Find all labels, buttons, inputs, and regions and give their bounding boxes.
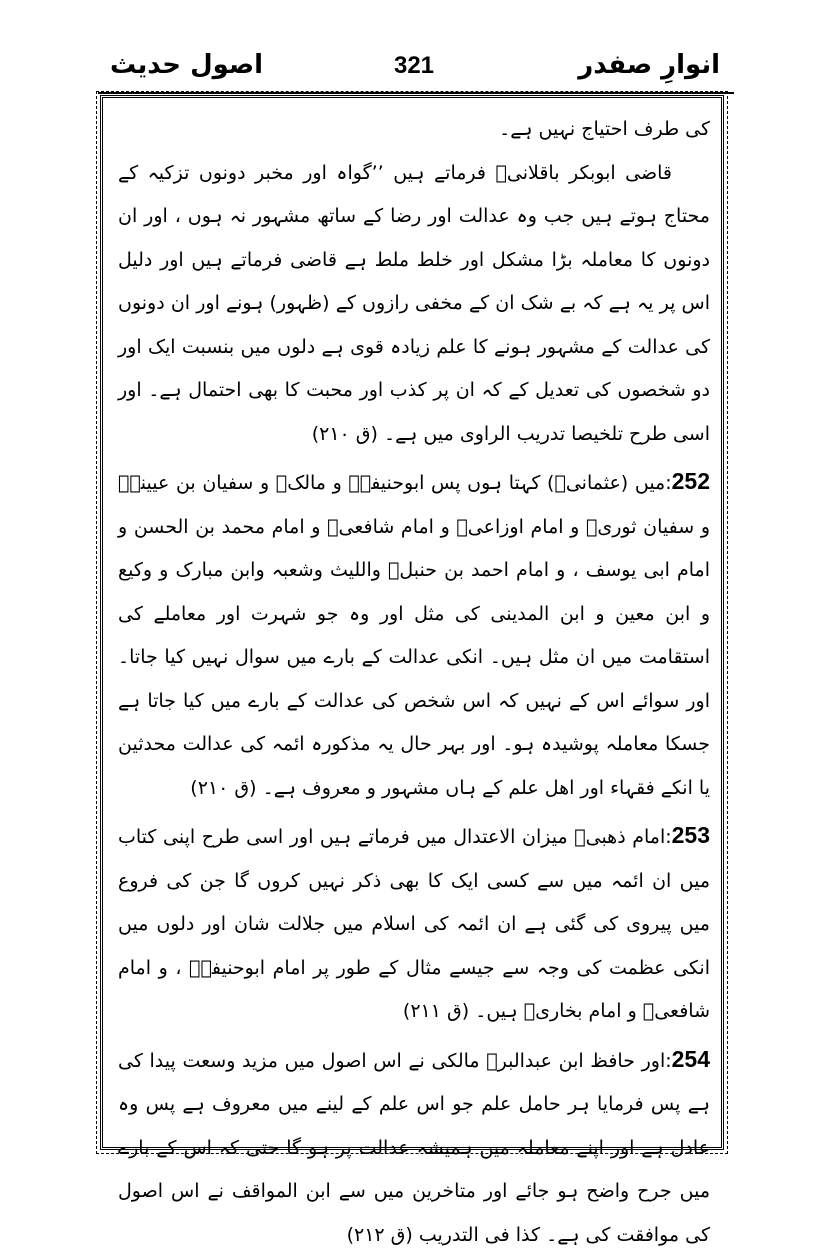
paragraph-0: [118, 108, 710, 152]
page-content: [118, 108, 710, 1138]
paragraph-text: :میں (عثمانیؒ) کہتا ہوں پس ابوحنیفہؒ و مالکؒ و سفیان بن عیینہؒ و سفیان ثوریؒ و امام اوزاعیؒ و امام شافعیؒ و امام محمد بن الحسن و امام ابی یوسف ، و امام احمد بن حنبلؒ واللیث وشعبہ وابن مبارک و وکیع و ابن معین و ابن المدینی کی مثل اور وہ جو شہرت اور معاملے کی استقامت میں ان مثل ہیں۔ انکی عدالت کے بارے میں سوال نہیں کیا جاتا۔ اور سوائے اس کے نہیں کہ اس شخص کی عدالت کے بارے میں کیا جاتا ہے جسکا معاملہ پوشیدہ ہو۔ اور بہر حال یہ مذکورہ ائمہ کی عدالت محدثین یا انکے فقہاء اور اھل علم کے ہاں مشہور و معروف ہے۔ (ق ۲۱۰): [118, 472, 710, 799]
paragraph-text: :اور حافظ ابن عبدالبرؒ مالکی نے اس اصول میں مزید وسعت پیدا کی ہے پس فرمایا ہر حامل علم جو اس علم کے لینے میں معروف ہے پس وہ عادل ہے اور اپنے معاملہ میں ہمیشہ عدالت پر ہو گا حتی کہ اس کے بارے میں جرح واضح ہو جائے اور متاخرین میں سے ابن المواقف نے اس اصول کی موافقت کی ہے۔ کذا فی التدریب (ق ۲۱۲): [118, 1050, 710, 1246]
paragraph-254: [118, 1038, 710, 1257]
book-title: انوارِ صفدر: [578, 50, 720, 80]
paragraph-text: قاضی ابوبکر باقلانیؒ فرماتے ہیں ’’گواہ اور مخبر دونوں تزکیہ کے محتاج ہوتے ہیں جب وہ عدالت اور رضا کے ساتھ مشہور نہ ہوں ، اور ان دونوں کا معاملہ بڑا مشکل اور خلط ملط ہے قاضی فرماتے ہیں اور دلیل اس پر یہ ہے کہ بے شک ان کے مخفی رازوں کے (ظہور) ہونے اور ان دونوں کی عدالت کے مشہور ہونے کا علم زیادہ قوی ہے دلوں میں بنسبت ایک اور دو شخصوں کی تعدیل کے کہ ان پر کذب اور محبت کا بھی احتمال ہے۔ اور اسی طرح تلخیصا تدریب الراوی میں ہے۔ (ق ۲۱۰): [118, 162, 710, 445]
header-divider: [98, 92, 734, 94]
page-header: [0, 40, 828, 90]
paragraph-text: :امام ذھبیؒ میزان الاعتدال میں فرماتے ہیں اور اسی طرح اپنی کتاب میں ان ائمہ میں سے کسی ایک کا بھی ذکر نہیں کروں گا جن کی فروع میں پیروی کی گئی ہے ان ائمہ کی اسلام میں جلالت شان اور دلوں میں انکی عظمت کی وجہ سے جیسے مثال کے طور پر امام ابوحنیفہؒ ، و امام شافعیؒ و امام بخاریؒ ہیں۔ (ق ۲۱۱): [118, 826, 710, 1022]
paragraph-number: 253: [672, 822, 710, 848]
paragraph-252: [118, 460, 710, 810]
section-topic: اصول حدیث: [110, 50, 263, 80]
page-number: 321: [0, 52, 828, 80]
paragraph-number: 254: [672, 1046, 710, 1072]
paragraph-text: کی طرف احتیاج نہیں ہے۔: [499, 118, 710, 140]
paragraph-253: [118, 814, 710, 1034]
paragraph-1: [118, 152, 710, 457]
paragraph-number: 252: [672, 468, 710, 494]
